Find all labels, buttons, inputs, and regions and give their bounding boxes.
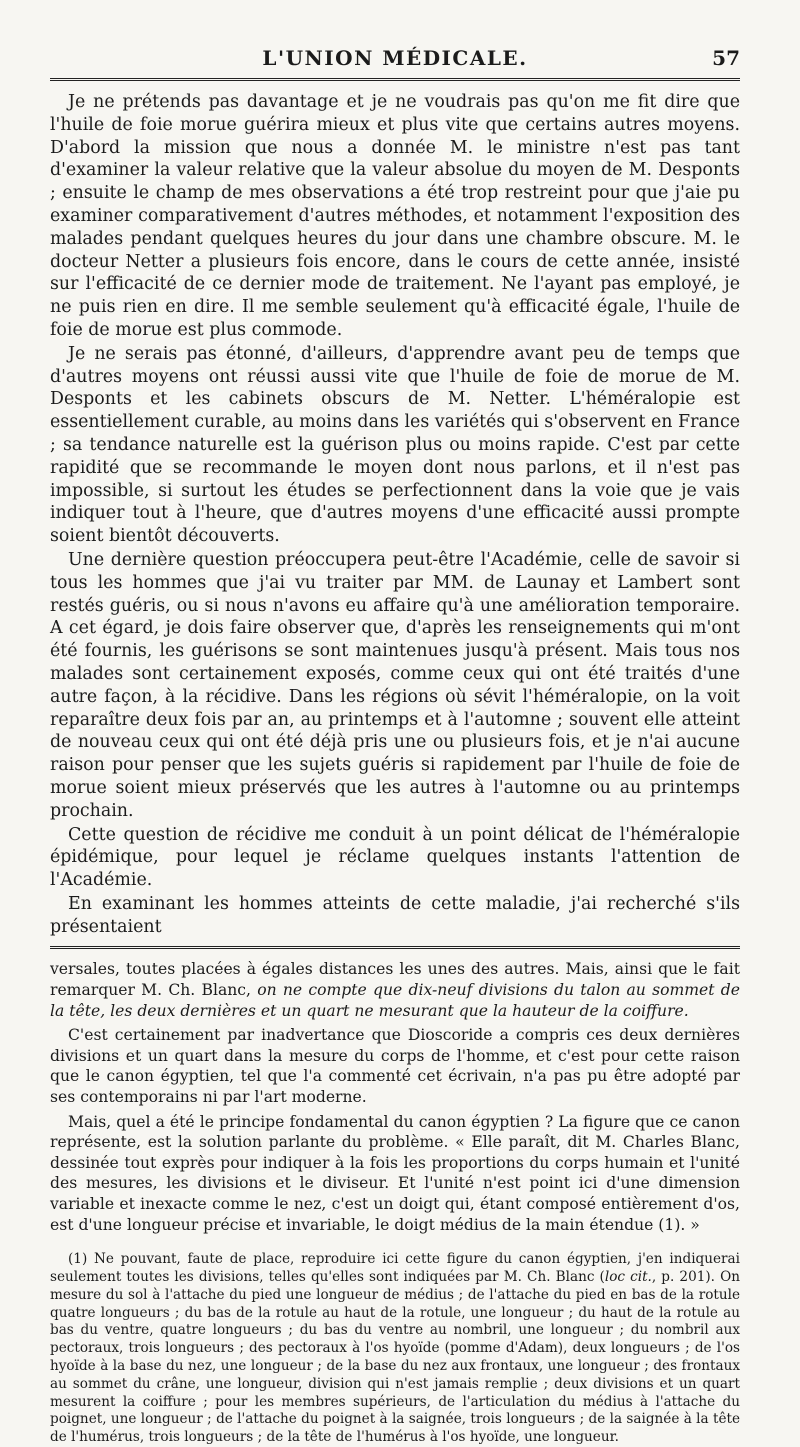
section-divider xyxy=(50,946,740,949)
journal-title: L'UNION MÉDICALE. xyxy=(262,46,528,70)
footnote-part: , p. 201). On mesure du sol à l'attache du pied une longueur de médius ; de l'attache du pied en bas de la rotule quatre longueurs ; du bas de la rotule au haut de la rotule, une longueur ; du haut de la rotule au bas du ventre, quatre longueurs ; du bas du ventre au nombril, une longueur ; du nombril aux pectoraux, trois longueurs ; des pectoraux à l'os hyoïde (pomme d'Adam), deux longueurs ; de l'os hyoïde à la base du nez, une longueur ; de la base du nez aux frontaux, une longueur ; des frontaux au sommet du crâne, une longueur, division qui n'est jamais remplie ; deux divisions et un quart mesurent la coiffure ; pour les membres supérieurs, de l'articulation du médius à l'attache du poignet, une longueur ; de l'attache du poignet à la saignée, trois longueurs ; de la saignée à la tête de l'humérus, trois longueurs ; de la tête de l'humérus à l'os hyoïde, une longueur. xyxy=(50,1269,740,1446)
paragraph: En examinant les hommes atteints de cette maladie, j'ai recherché s'ils présentaient xyxy=(50,893,740,937)
paragraph-text: versales, toutes placées à égales distances les unes des autres. Mais, ainsi que le fait remarquer M. Ch. Blanc, xyxy=(50,960,740,1000)
paragraph: Une dernière question préoccupera peut-être l'Académie, celle de savoir si tous les hommes que j'ai vu traiter par MM. de Launay et Lambert sont restés guéris, ou si nous n'avons eu affaire qu'à une amélioration temporaire. A cet égard, je dois faire observer que, d'après les renseignements qui m'ont été fournis, les guérisons se sont maintenues jusqu'à présent. Mais tous nos malades sont certainement exposés, comme ceux qui ont été traités d'une autre façon, à la récidive. Dans les régions où sévit l'héméralopie, on la voit reparaître deux fois par an, au printemps et à l'automne ; souvent elle atteint de nouveau ceux qui ont été déjà pris une ou plusieurs fois, et je n'ai aucune raison pour penser que les sujets guéris si rapidement par l'huile de foie de morue soient mieux préservés que les autres à l'automne ou au printemps prochain. xyxy=(50,549,740,821)
document-page xyxy=(50,40,740,1446)
paragraph: Cette question de récidive me conduit à un point délicat de l'héméralopie épidémique, pour lequel je réclame quelques instants l'attention de l'Académie. xyxy=(50,824,740,891)
footnote-citation: loc cit. xyxy=(604,1269,652,1285)
footnote-part: (1) Ne pouvant, faute de place, reproduire ici cette figure du canon égyptien, j'en indiquerai seulement toutes les divisions, telles qu'elles sont indiquées par M. Ch. Blanc ( xyxy=(50,1251,740,1285)
paragraph: Mais, quel a été le principe fondamental du canon égyptien ? La figure que ce canon représente, est la solution parlante du problème. « Elle paraît, dit M. Charles Blanc, dessinée tout exprès pour indiquer à la fois les proportions du corps humain et l'unité des mesures, les divisions et le diviseur. Et l'unité n'est point ici d'une dimension variable et inexacte comme le nez, c'est un doigt qui, étant composé entièrement d'os, est d'une longueur précise et invariable, le doigt médius de la main étendue (1). » xyxy=(50,1112,740,1234)
feuilleton-body xyxy=(50,959,740,1235)
footnote-text xyxy=(50,1251,740,1447)
paragraph: Je ne prétends pas davantage et je ne voudrais pas qu'on me fit dire que l'huile de foie morue guérira mieux et plus vite que certains autres moyens. D'abord la mission que nous a donnée M. le ministre n'est pas tant d'examiner la valeur relative que la valeur absolue du moyen de M. Desponts ; ensuite le champ de mes observations a été trop restreint pour que j'aie pu examiner comparativement d'autres méthodes, et notamment l'exposition des malades pendant quelques heures du jour dans une chambre obscure. M. le docteur Netter a plusieurs fois encore, dans le cours de cette année, insisté sur l'efficacité de ce dernier mode de traitement. Ne l'ayant pas employé, je ne puis rien en dire. Il me semble seulement qu'à efficacité égale, l'huile de foie de morue est plus commode. xyxy=(50,92,740,340)
footnote xyxy=(50,1251,740,1447)
article-body xyxy=(50,91,740,938)
italic-quote: on ne compte que dix-neuf divisions du talon au sommet de la tête, les deux dernières et un quart ne mesurant que la hauteur de la coiffure. xyxy=(50,981,740,1020)
paragraph: C'est certainement par inadvertance que Dioscoride a compris ces deux dernières divisions et un quart dans la mesure du corps de l'homme, et c'est pour cette raison que le canon égyptien, tel que l'a commenté cet écrivain, n'a pas pu être adopté par ses contemporains ni par l'art moderne. xyxy=(50,1026,740,1107)
paragraph xyxy=(50,959,740,1021)
paragraph: Je ne serais pas étonné, d'ailleurs, d'apprendre avant peu de temps que d'autres moyens ont réussi aussi vite que l'huile de foie de morue de M. Desponts et les cabinets obscurs de M. Netter. L'héméralopie est essentiellement curable, au moins dans les variétés qui s'observent en France ; sa tendance naturelle est la guérison plus ou moins rapide. C'est par cette rapidité que se recommande le moyen dont nous parlons, et il n'est pas impossible, si surtout les études se perfectionnent dans la voie que je vais indiquer tout à l'heure, que d'autres moyens d'une efficacité aussi prompte soient bientôt découverts. xyxy=(50,343,740,547)
page-header xyxy=(50,40,740,81)
page-number: 57 xyxy=(712,46,740,70)
